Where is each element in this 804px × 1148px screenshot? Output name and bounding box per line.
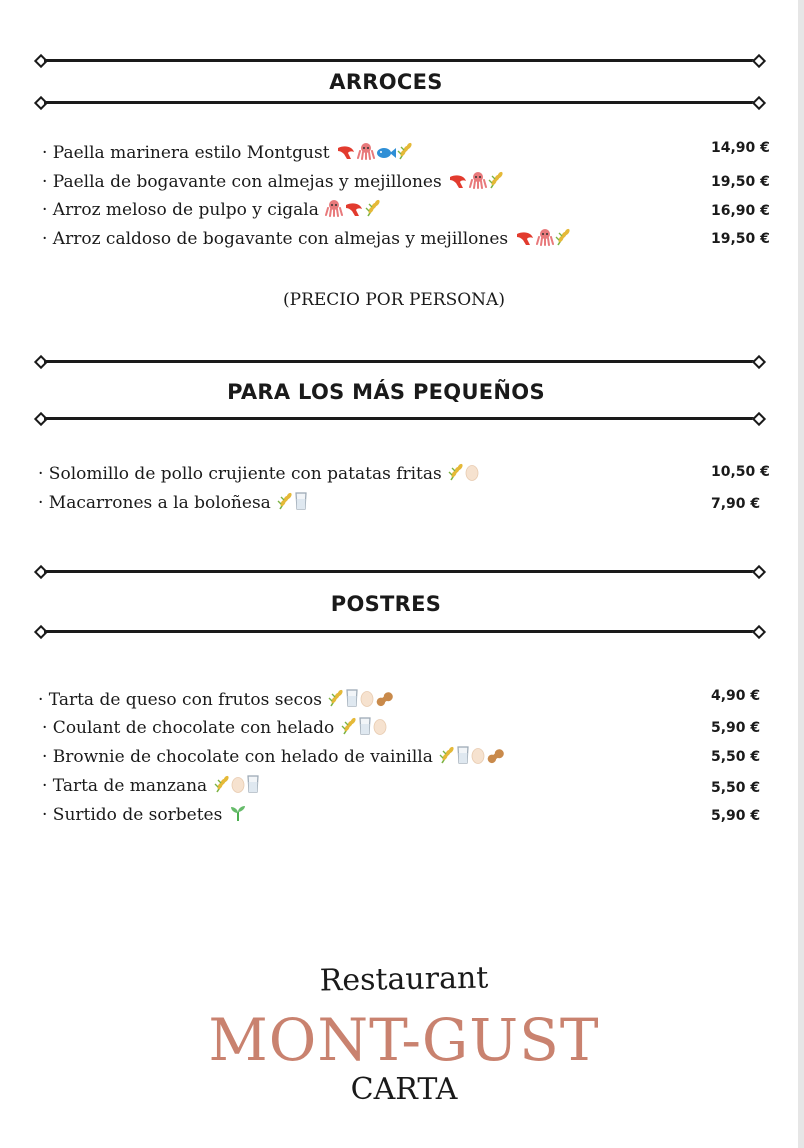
menu-item-kids-1 [38, 492, 308, 516]
section-rule-bottom-postres [36, 626, 764, 636]
item-name: · Macarrones a la boloñesa [38, 493, 271, 513]
milk-icon [294, 492, 308, 516]
menu-price-arroces-0: 14,90 € [711, 140, 770, 156]
menu-price-postres-1: 5,90 € [711, 720, 761, 736]
allergen-icons [324, 200, 381, 220]
milk-icon [345, 689, 359, 713]
brand-logo-name: MONT-GUST [208, 1006, 600, 1074]
price-per-person-note: (PRECIO POR PERSONA) [283, 290, 505, 310]
menu-price-arroces-2: 16,90 € [711, 203, 770, 219]
allergen-icons [327, 690, 395, 710]
menu-item-arroces-2 [42, 199, 381, 223]
menu-item-postres-3 [42, 775, 260, 799]
egg-icon [231, 775, 245, 799]
allergen-icons [438, 747, 506, 767]
section-rule-bottom-kids [36, 413, 764, 423]
item-name: · Paella marinera estilo Montgust [42, 143, 330, 163]
allergen-icons [340, 718, 387, 738]
menu-item-arroces-0 [42, 142, 413, 166]
menu-price-postres-3: 5,50 € [711, 780, 761, 796]
shrimp-icon [336, 144, 356, 166]
section-title-arroces: ARROCES [329, 70, 443, 94]
item-name: · Arroz caldoso de bogavante con almejas y mejillones [42, 229, 509, 249]
menu-price-arroces-3: 19,50 € [711, 231, 770, 247]
section-rule-top-postres [36, 566, 764, 576]
egg-icon [373, 717, 387, 741]
section-rule-bottom-arroces [36, 97, 764, 107]
brand-subtitle: Restaurant [319, 960, 489, 999]
wheat-icon [214, 775, 230, 799]
section-rule-top-arroces [36, 55, 764, 65]
item-name: · Paella de bogavante con almejas y mejillones [42, 172, 442, 192]
menu-item-arroces-3 [42, 228, 571, 252]
item-name: · Tarta de manzana [42, 776, 208, 796]
wheat-icon [555, 228, 571, 252]
allergen-icons [447, 172, 504, 192]
milk-icon [358, 717, 372, 741]
fish-icon [376, 144, 396, 166]
section-title-kids: PARA LOS MÁS PEQUEÑOS [227, 380, 545, 404]
item-name: · Solomillo de pollo crujiente con patatas fritas [38, 464, 442, 484]
menu-price-postres-4: 5,90 € [711, 808, 761, 824]
wheat-icon [328, 689, 344, 713]
menu-price-arroces-1: 19,50 € [711, 174, 770, 190]
menu-item-postres-0 [38, 689, 395, 713]
milk-icon [456, 746, 470, 770]
egg-icon [471, 746, 485, 770]
item-name: · Tarta de queso con frutos secos [38, 690, 322, 710]
menu-price-postres-0: 4,90 € [711, 688, 761, 704]
allergen-icons [514, 229, 571, 249]
shrimp-icon [515, 230, 535, 252]
allergen-icons [447, 464, 479, 484]
octopus-icon [469, 171, 487, 195]
sprout-icon [229, 804, 247, 828]
octopus-icon [536, 228, 554, 252]
shrimp-icon [344, 201, 364, 223]
egg-icon [360, 689, 374, 713]
wheat-icon [488, 171, 504, 195]
allergen-icons [335, 143, 413, 163]
milk-icon [246, 775, 260, 799]
allergen-icons [276, 493, 308, 513]
wheat-icon [365, 199, 381, 223]
wheat-icon [397, 142, 413, 166]
menu-item-postres-2 [42, 746, 506, 770]
wheat-icon [341, 717, 357, 741]
menu-item-postres-1 [42, 717, 387, 741]
brand-carta: CARTA [350, 1072, 458, 1107]
menu-price-kids-0: 10,50 € [711, 464, 770, 480]
item-name: · Surtido de sorbetes [42, 805, 223, 825]
allergen-icons [228, 805, 247, 825]
menu-item-kids-0 [38, 463, 479, 487]
wheat-icon [439, 746, 455, 770]
menu-price-kids-1: 7,90 € [711, 496, 761, 512]
menu-item-arroces-1 [42, 171, 504, 195]
allergen-icons [213, 776, 260, 796]
shrimp-icon [448, 173, 468, 195]
item-name: · Arroz meloso de pulpo y cigala [42, 200, 319, 220]
menu-item-postres-4 [42, 804, 247, 828]
item-name: · Brownie de chocolate con helado de vainilla [42, 747, 433, 767]
wheat-icon [448, 463, 464, 487]
peanut-icon [486, 748, 506, 770]
egg-icon [465, 463, 479, 487]
menu-price-postres-2: 5,50 € [711, 749, 761, 765]
peanut-icon [375, 691, 395, 713]
octopus-icon [325, 199, 343, 223]
octopus-icon [357, 142, 375, 166]
item-name: · Coulant de chocolate con helado [42, 718, 335, 738]
wheat-icon [277, 492, 293, 516]
section-rule-top-kids [36, 356, 764, 366]
section-title-postres: POSTRES [330, 592, 442, 616]
